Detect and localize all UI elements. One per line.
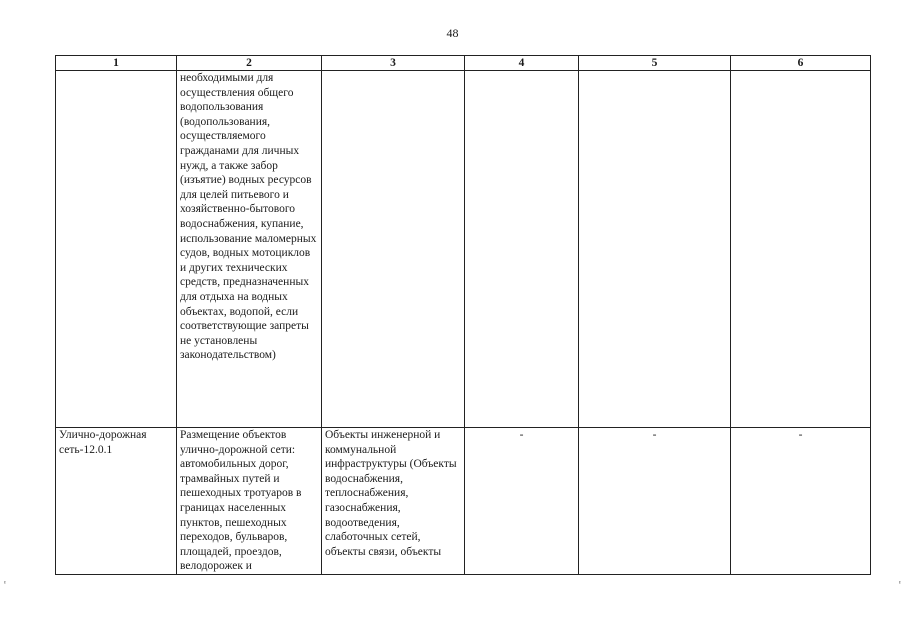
- table-cell: Объекты инженерной и коммунальной инфраструктуры (Объекты водоснабжения, теплоснабжения, газоснабжения, водоотведения, слаботочных сетей, объекты связи, объекты: [322, 428, 465, 575]
- table-cell: [322, 71, 465, 428]
- column-header-6: 6: [731, 56, 871, 71]
- edge-mark-left: ᵋ: [4, 578, 7, 588]
- column-header-4: 4: [465, 56, 579, 71]
- table-cell: -: [731, 428, 871, 575]
- table-row: [56, 71, 871, 428]
- table-cell: Размещение объектов улично-дорожной сети: автомобильных дорог, трамвайных путей и пешеходных тротуаров в границах населенных пунктов, пешеходных переходов, бульваров, площадей, проездов, велодорожек и: [177, 428, 322, 575]
- table-cell: необходимыми для осуществления общего водопользования (водопользования, осуществляемого гражданами для личных нужд, а также забор (изъятие) водных ресурсов для целей питьевого и хозяйственно-бытового водоснабжения, купание, использование маломерных судов, водных мотоциклов и других технических средств, предназначенных для отдыха на водных объектах, водопой, если соответствующие запреты не установлены законодательством): [177, 71, 322, 428]
- table-row: [56, 428, 871, 575]
- table-cell: [731, 71, 871, 428]
- regulations-table: [55, 55, 871, 575]
- table-cell: -: [465, 428, 579, 575]
- column-header-1: 1: [56, 56, 177, 71]
- table-header-row: [56, 56, 871, 71]
- table-cell: [579, 71, 731, 428]
- table-cell: Улично-дорожная сеть-12.0.1: [56, 428, 177, 575]
- column-header-5: 5: [579, 56, 731, 71]
- column-header-3: 3: [322, 56, 465, 71]
- column-header-2: 2: [177, 56, 322, 71]
- edge-mark-right: ᵋ: [898, 578, 901, 588]
- table-cell: [465, 71, 579, 428]
- table-cell: [56, 71, 177, 428]
- page-number: 48: [446, 26, 459, 40]
- table-cell: -: [579, 428, 731, 575]
